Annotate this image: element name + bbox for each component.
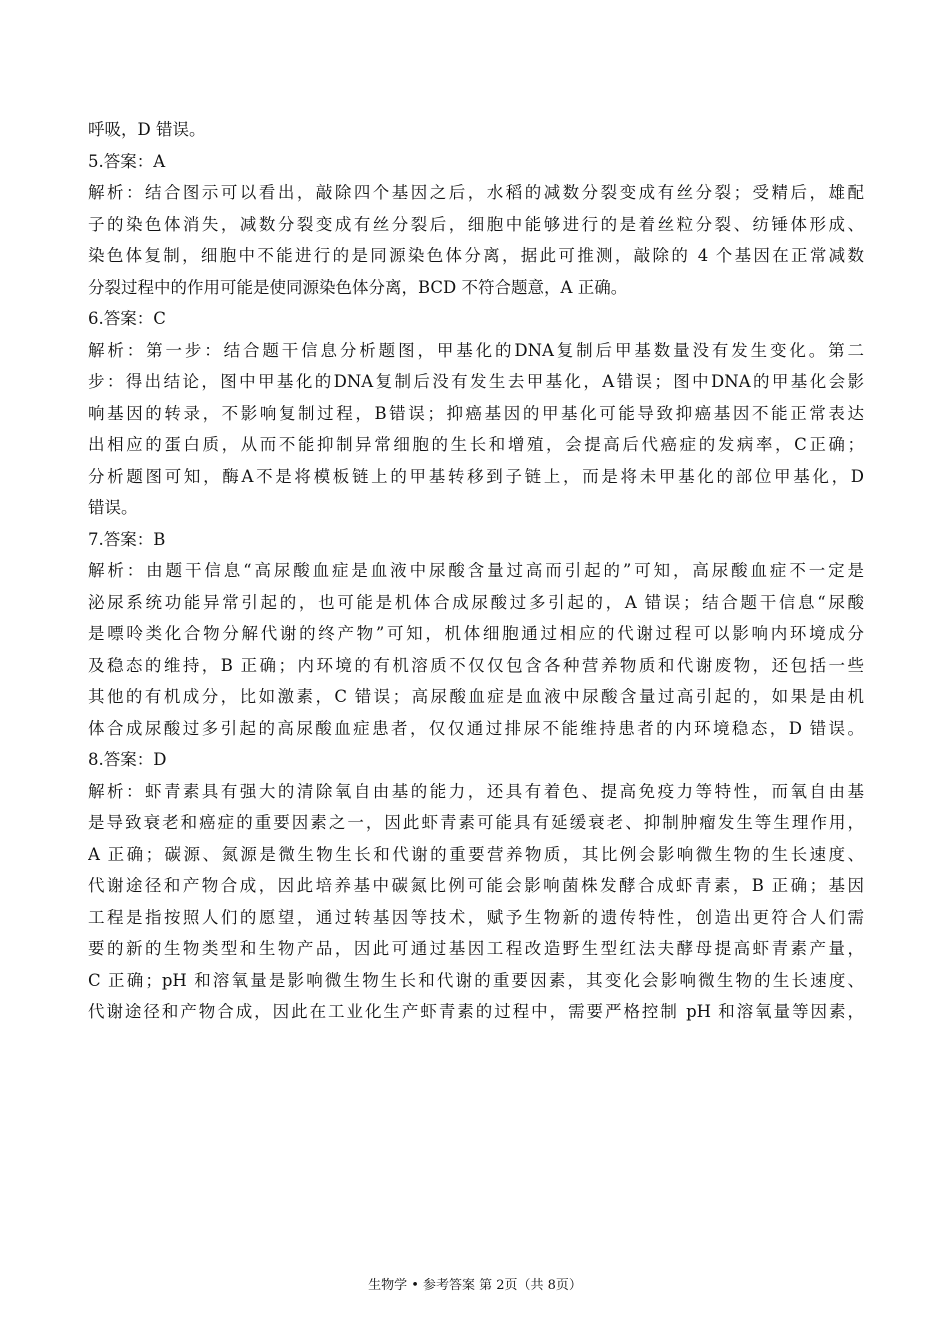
text-line: 其他的有机成分，比如激素，C 错误；高尿酸血症是血液中尿酸含量过高引起的，如果是由机 bbox=[88, 687, 864, 706]
text-line: 是嘌呤类化合物分解代谢的终产物”可知，机体细胞通过相应的代谢过程可以影响内环境成分 bbox=[88, 624, 864, 643]
text-line: 染色体复制，细胞中不能进行的是同源染色体分离，据此可推测，敲除的 4 个基因在正常减数 bbox=[88, 246, 864, 265]
text-line: 分裂过程中的作用可能是使同源染色体分离，BCD 不符合题意，A 正确。 bbox=[88, 277, 628, 297]
text-line: 错误。 bbox=[88, 498, 138, 517]
text-line: 工程是指按照人们的愿望，通过转基因等技术，赋予生物新的遗传特性，创造出更符合人们需 bbox=[88, 907, 864, 927]
text-line: 子的染色体消失，减数分裂变成有丝分裂后，细胞中能够进行的是着丝粒分裂、纺锤体形成、 bbox=[88, 214, 864, 234]
answer-heading-6: 6.答案：C bbox=[88, 309, 166, 328]
text-line: 解析：第一步：结合题干信息分析题图，甲基化的DNA复制后甲基数量没有发生变化。第二 bbox=[88, 340, 864, 360]
text-line: 分析题图可知，酶A不是将模板链上的甲基转移到子链上，而是将未甲基化的部位甲基化，D bbox=[88, 466, 864, 486]
answer-heading-5: 5.答案：A bbox=[88, 151, 166, 171]
text-line: 解析：结合图示可以看出，敲除四个基因之后，水稻的减数分裂变成有丝分裂；受精后，雄配 bbox=[88, 183, 864, 202]
text-line: 代谢途径和产物合成，因此培养基中碳氮比例可能会影响菌株发酵合成虾青素，B 正确；基因 bbox=[88, 876, 864, 895]
text-line: 步：得出结论，图中甲基化的DNA复制后没有发生去甲基化，A错误；图中DNA的甲基化会影 bbox=[88, 372, 864, 391]
text-line: 代谢途径和产物合成，因此在工业化生产虾青素的过程中，需要严格控制 pH 和溶氧量等因素， bbox=[88, 1002, 864, 1021]
text-line: 呼吸，D 错误。 bbox=[88, 120, 206, 139]
text-line: 解析：由题干信息“高尿酸血症是血液中尿酸含量过高而引起的”可知，高尿酸血症不一定是 bbox=[88, 561, 864, 580]
answer-heading-7: 7.答案：B bbox=[88, 529, 166, 549]
text-line: 泌尿系统功能异常引起的，也可能是机体合成尿酸过多引起的，A 错误；结合题干信息“尿酸 bbox=[88, 592, 864, 612]
text-line: 体合成尿酸过多引起的高尿酸血症患者，仅仅通过排尿不能维持患者的内环境稳态，D 错误。 bbox=[88, 718, 864, 738]
page-footer: 生物学 • 参考答案 第 2页（共 8页） bbox=[368, 1278, 582, 1293]
text-line: A 正确；碳源、氮源是微生物生长和代谢的重要营养物质，其比例会影响微生物的生长速度、 bbox=[88, 844, 864, 864]
text-line: 出相应的蛋白质，从而不能抑制异常细胞的生长和增殖，会提高后代癌症的发病率，C正确； bbox=[88, 435, 864, 454]
answer-text-body bbox=[88, 114, 864, 1028]
text-line: C 正确；pH 和溶氧量是影响微生物生长和代谢的重要因素，其变化会影响微生物的生长速度、 bbox=[88, 970, 864, 990]
text-line: 要的新的生物类型和生物产品，因此可通过基因工程改造野生型红法夫酵母提高虾青素产量， bbox=[88, 939, 864, 958]
text-line: 是导致衰老和癌症的重要因素之一，因此虾青素可能具有延缓衰老、抑制肿瘤发生等生理作用， bbox=[88, 813, 864, 832]
text-line: 解析：虾青素具有强大的清除氧自由基的能力，还具有着色、提高免疫力等特性，而氧自由基 bbox=[88, 781, 864, 801]
text-line: 及稳态的维持，B 正确；内环境的有机溶质不仅仅包含各种营养物质和代谢废物，还包括一些 bbox=[88, 655, 864, 675]
answer-heading-8: 8.答案：D bbox=[88, 750, 167, 769]
text-line: 响基因的转录，不影响复制过程，B错误；抑癌基因的甲基化可能导致抑癌基因不能正常表达 bbox=[88, 403, 864, 423]
